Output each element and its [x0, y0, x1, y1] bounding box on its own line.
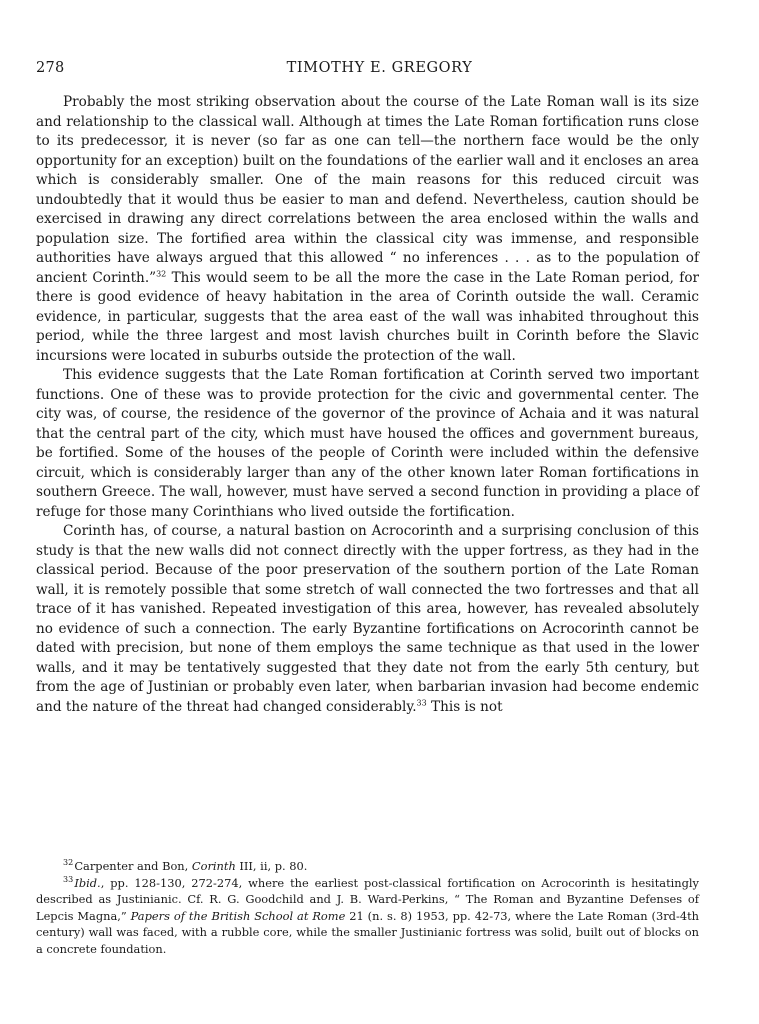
footnote	[36, 858, 699, 875]
paragraph-text: This is not	[426, 698, 503, 715]
paragraph-text: This would seem to be all the more the case in the Late Roman period, for there is good evidence of heavy habitation in the area of Corinth outside the wall. Ceramic evidence, in particular, suggests that the area east of the wall was inhabited throughout this period, while the three largest and most lavish churches built in Corinth before the Slavic incursions were located in suburbs outside the protection of the wall.	[36, 269, 700, 364]
paragraph-text: This evidence suggests that the Late Roman fortification at Corinth served two important functions. One of these was to provide protection for the civic and governmental center. The city was, of course, the residence of the governor of the province of Achaia and it was natural that the central part of the city, which must have housed the offices and government bureaus, be fortified. Some of the houses of the people of Corinth were included within the defensive circuit, which is considerably larger than any of the other known later Roman fortifications in southern Greece. The wall, however, must have served a second function in providing a place of refuge for those many Corinthians who lived outside the fortification.	[36, 367, 700, 520]
paragraph	[36, 522, 699, 717]
footnote-italic: Corinth	[191, 859, 236, 873]
footnote-text: 21 (n. s. 8) 1953, pp. 42-73, where the Late Roman (3rd-4th century) wall was faced, with a rubble core, while the smaller Justinianic fortress was solid, built out of blocks on a concrete foundation.	[36, 908, 699, 956]
paragraph-text: Probably the most striking observation about the course of the Late Roman wall is its size and relationship to the classical wall. Although at times the Late Roman fortification runs close to its predecessor, it is never (so far as one can tell—the northern face would be the only opportunity for an exception) built on the foundations of the earlier wall and it encloses an area which is considerably smaller. One of the main reasons for this reduced circuit was undoubtedly that it would thus be easier to man and defend. Nevertheless, caution should be exercised in drawing any direct correlations between the area enclosed within the walls and population size. The fortified area within the classical city was immense, and responsible authorities have always argued that this allowed “ no inferences . . . as to the population of ancient Corinth.”	[36, 94, 699, 286]
footnote-text: III, ii, p. 80.	[235, 859, 308, 873]
footnote	[36, 875, 699, 958]
footnote-text: Carpenter and Bon,	[74, 859, 192, 873]
footnote-label: 33	[63, 874, 74, 884]
paragraph-text: Corinth has, of course, a natural bastion on Acrocorinth and a surprising conclusion of this study is that the new walls did not connect directly with the upper fortress, as they had in the classical period. Because of the poor preservation of the southern portion of the Late Roman wall, it is remotely possible that some stretch of wall connected the two fortresses and that all trace of it has vanished. Repeated investigation of this area, however, has revealed absolutely no evidence of such a connection. The early Byzantine fortifications on Acrocorinth cannot be dated with precision, but none of them employs the same technique as that used in the lower walls, and it may be tentatively suggested that they date not from the early 5th century, but from the age of Justinian or probably even later, when barbarian invasion had become endemic and the nature of the threat had changed considerably.	[36, 523, 699, 715]
footnote-label: 32	[63, 858, 74, 868]
footnote-text: , pp. 128-130, 272-274, where the earliest post-classical fortification on Acrocorinth is hesitatingly described as Justinianic. Cf. R. G. Goodchild and J. B. Ward-Perkins, “ The Roman and Byzantine Defenses of Lepcis Magna,”	[36, 875, 699, 923]
footnote-italic: Ibid.	[74, 875, 101, 890]
footnote-reference: 33	[416, 697, 427, 707]
running-head: TIMOTHY E. GREGORY	[286, 60, 473, 76]
footnotes	[36, 858, 699, 957]
footnote-reference: 32	[156, 268, 167, 278]
body-text	[36, 93, 699, 717]
paragraph	[36, 93, 699, 366]
page-header	[36, 60, 723, 82]
footnote-italic: Papers of the British School at Rome	[130, 908, 346, 923]
paragraph	[36, 366, 699, 522]
page-number: 278	[36, 60, 65, 76]
